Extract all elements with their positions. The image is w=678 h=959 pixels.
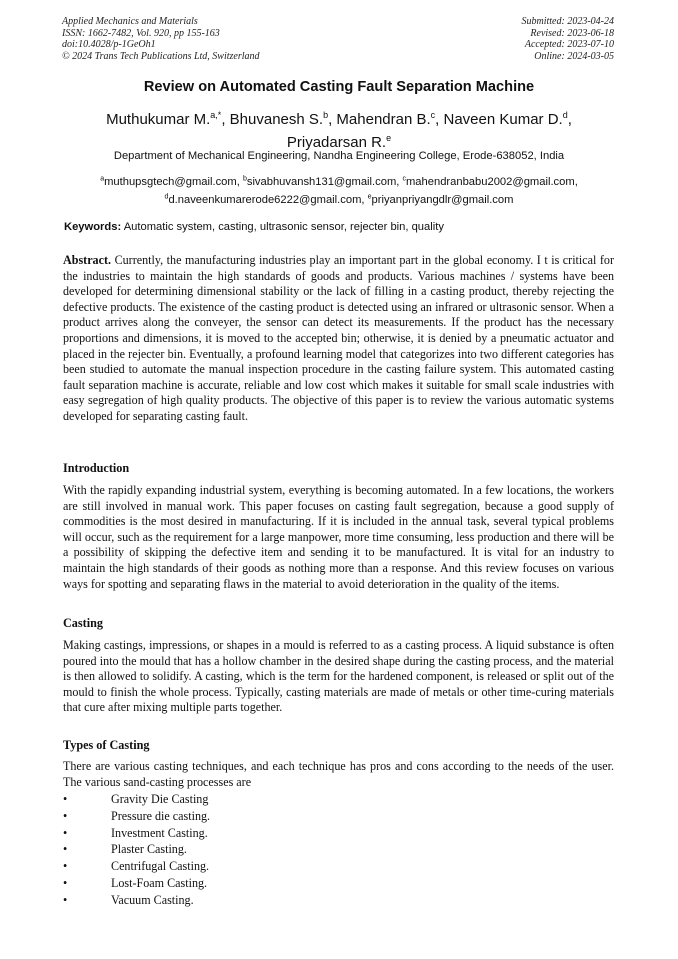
abstract-label: Abstract. [63,253,112,267]
journal-name: Applied Mechanics and Materials [62,16,198,27]
section-heading-casting: Casting [63,616,103,630]
affiliation: Department of Mechanical Engineering, Nandha Engineering College, Erode-638052, India [113,150,565,162]
email-item[interactable]: $^c$mahendranbabu2002@gmail.com, [402,175,578,188]
journal-info [62,16,260,62]
list-item: • Lost-Foam Casting. [63,875,208,890]
date-submitted: Submitted: 2023-04-24 [521,16,614,27]
section-heading-introduction: Introduction [63,461,130,475]
keywords [64,221,624,233]
email-item[interactable]: $^d$d.naveenkumarerode6222@gmail.com, [164,193,368,207]
keywords-text: Automatic system, casting, ultrasonic sensor, rejecter bin, quality [123,221,444,233]
email-item[interactable]: $^e$priyanpriyangdlr@gmail.com [367,193,514,207]
date-online: Online: 2024-03-05 [534,50,614,62]
author: Naveen Kumar D.$^d$, [443,110,572,128]
types-paragraph: There are various casting techniques, and each technique has pros and cons according to the needs of the user. The various sand-casting processes are [63,759,614,789]
author-list [70,106,608,152]
author: Muthukumar M.$^{a,*}$, [106,110,230,128]
introduction-paragraph: With the rapidly expanding industrial system, everything is becoming automated. In a few locations, the workers are still involved in manual work. This paper focuses on casting fault segregation, because a good supply of commodities is the most desired in manufacturing. If it is included in the annual task, several typical problems will occur, such as the requirement for a large manpower, more time consuming, less production and there will be a possibility of skipping the defective item and sending it to be manufactured. It is vital for an industry to maintain the high standards of their goods as nothing more than a response. And this review focuses on various ways for spotting and separating flaws in the material to avoid deterioration in the quality of the items. [63,483,614,591]
abstract-text: Currently, the manufacturing industries play an important part in the global economy. I t is critical for the industries to maintain the high standards of goods and products. Various machines / systems have been developed for determining dimensional stability or the lack of filling in a casting product, thereby rejecting the defective products. The existence of the casting product is detected using an infrared or ultrasonic sensor. When a product arrives along the conveyer, the sensor can detect its measurements. If the product has the necessary proportions and dimensions, it is moved to the accepted bin; otherwise, it is denied by a pneumatic actuator and placed in the rejecter bin. Eventually, a profound learning model that categorizes into two different categories has been studied to automate the manual inspection procedure in the casting failure system. This automated casting fault separation machine is accurate, reliable and low cost which makes it suitable for small scale industries with easy segregation of high quality products. The objective of this paper is to review the various automatic systems developed for separating casting fault. [63,253,614,423]
date-accepted: Accepted: 2023-07-10 [524,39,614,50]
email-list [60,171,618,208]
journal-doi[interactable]: doi:10.4028/p-1GeOh1 [62,39,156,50]
bullet-icon: • [63,792,68,806]
list-item: • Pressure die casting. [63,808,211,823]
email-item[interactable]: $^a$muthupsgtech@gmail.com, [100,175,243,188]
journal-issn: ISSN: 1662-7482, Vol. 920, pp 155-163 [62,27,220,39]
casting-types-list [63,791,463,909]
journal-copyright: © 2024 Trans Tech Publications Ltd, Switzerland [62,50,260,62]
bullet-icon: • [63,875,68,890]
list-item: • Gravity Die Casting [63,792,209,806]
abstract [63,253,614,425]
author: Bhuvanesh S.$^b$, [229,110,337,128]
bullet-icon: • [63,825,68,840]
bullet-icon: • [63,892,68,907]
bullet-icon: • [63,808,68,823]
keywords-label: Keywords: [64,221,122,233]
email-item[interactable]: $^b$sivabhuvansh131@gmail.com, [242,175,403,188]
casting-paragraph: Making castings, impressions, or shapes in a mould is referred to as a casting process. A liquid substance is often poured into the mould that has a hollow chamber in the desired shape during the casting process, and the material is then allowed to solidify. A casting, which is the term for the hardened component, is released or split out of the mould to finish the whole process. Typically, casting materials are made of metals or other time-curing materials that cure after mixing multiple parts together. [63,638,614,715]
date-revised: Revised: 2023-06-18 [530,27,614,39]
list-item: • Investment Casting. [63,825,208,840]
section-heading-types-of-casting: Types of Casting [63,738,150,752]
list-item: • Centrifugal Casting. [63,859,210,874]
list-item: • Plaster Casting. [63,842,187,857]
list-item: • Vacuum Casting. [63,892,194,907]
author: Mahendran B.$^c$, [336,110,444,128]
bullet-icon: • [63,859,68,874]
paper-title: Review on Automated Casting Fault Separation Machine [143,79,535,95]
publication-dates [522,16,615,62]
bullet-icon: • [63,842,68,857]
author: Priyadarsan R.$^e$ [286,133,392,151]
